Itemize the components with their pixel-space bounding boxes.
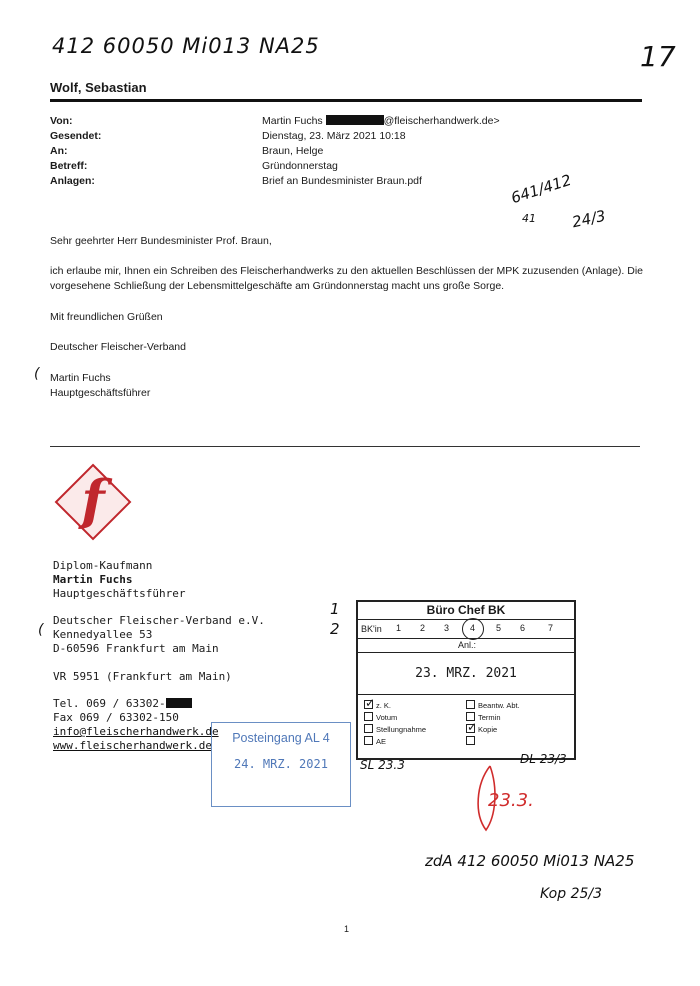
fleischer-logo [54,463,132,541]
posteingang-stamp [211,722,351,807]
handwritten-kop: Kop 25/3 [540,886,603,902]
signer-title: Hauptgeschäftsführer [50,387,151,399]
check-votum-label: Votum [376,713,398,722]
signature-street: Kennedyallee 53 [53,628,153,641]
check-stellungnahme [364,724,426,734]
stamp-rule-2 [358,694,574,695]
bk-num-5: 5 [496,623,502,633]
bk-row [358,619,574,639]
checkbox-empty [466,736,475,745]
bk-num-7: 7 [548,623,554,633]
meta-value-gesendet: Dienstag, 23. März 2021 10:18 [262,130,406,142]
checkbox-beantw [466,700,475,709]
body-text: ich erlaube mir, Ihnen ein Schreiben des Fleischerhandwerks zu den aktuellen Beschlüssen der MPK zuzusenden (Anlage). Die vorgesehene Schließung der Lebensmittelgeschäfte am Gründonnerstag macht uns große Sorge. [50,265,643,292]
signature-web-link[interactable]: www.fleischerhandwerk.de [53,739,212,752]
circle-mark [462,618,484,640]
from-name: Martin Fuchs [262,115,326,127]
tel-redaction [166,698,192,708]
handwritten-zda: zdA 412 60050 Mi013 NA25 [425,852,635,870]
handwritten-dl: DL 23/3 [520,752,567,766]
signature-name: Martin Fuchs [53,573,133,586]
check-zk-label: z. K. [376,701,392,710]
handwritten-note-2: 41 [522,212,536,225]
check-mark-kopie: ✓ [467,720,478,734]
check-ae-label: AE [376,737,387,746]
org-name: Deutscher Fleischer-Verband [50,341,186,353]
signature-tel [53,697,192,711]
salutation: Sehr geehrter Herr Bundesminister Prof. Braun, [50,235,272,247]
check-mark-zk: ✓ [365,696,376,710]
check-beantw-label: Beantw. Abt. [478,701,520,710]
buero-date: 23. MRZ. 2021 [415,666,517,681]
meta-label-anlagen: Anlagen: [50,175,95,187]
meta-value-betreff: Gründonnerstag [262,160,338,172]
bk-num-1: 1 [396,623,402,633]
section-divider [50,446,640,447]
closing: Mit freundlichen Grüßen [50,311,163,323]
bk-num-2: 2 [420,623,426,633]
check-votum [364,712,397,722]
posteingang-title: Posteingang AL 4 [232,731,330,745]
check-kopie-label: Kopie [478,725,498,734]
margin-mark-2: 2 [330,620,340,638]
logo-letter: f [81,468,105,532]
red-paraph-icon [472,764,502,834]
buero-chef-stamp [356,600,576,760]
meta-label-an: An: [50,145,68,157]
check-termin-label: Termin [478,713,501,722]
signature-degree: Diplom-Kaufmann [53,559,153,572]
margin-mark-1: 1 [330,600,340,618]
signature-fax: Fax 069 / 63302-150 [53,711,179,724]
signature-title: Hauptgeschäftsführer [53,587,186,600]
tel-text: Tel. 069 / 63302- [53,697,166,710]
anl-label: Anl.: [458,640,477,650]
posteingang-date: 24. MRZ. 2021 [234,757,328,771]
meta-label-von: Von: [50,115,73,127]
handwritten-note-3: 24/3 [570,206,608,232]
meta-value-anlagen: Brief an Bundesminister Braun.pdf [262,175,422,187]
page-footer-number: 1 [344,924,350,934]
handwritten-sl: SL 23.3 [360,758,405,772]
meta-value-an: Braun, Helge [262,145,324,157]
from-domain: @fleischerhandwerk.de> [383,115,500,127]
bk-row-label: BK'in [361,624,382,634]
signature-email-link[interactable]: info@fleischerhandwerk.de [53,725,219,738]
bk-num-3: 3 [444,623,450,633]
signer-name: Martin Fuchs [50,372,111,384]
margin-bracket: ( [34,366,40,382]
sender-header: Wolf, Sebastian [50,80,147,95]
check-stellungnahme-label: Stellungnahme [376,725,427,734]
handwritten-page-number: 17 [640,40,676,73]
header-rule [50,99,642,102]
bk-num-4: 4 [470,623,476,633]
meta-label-gesendet: Gesendet: [50,130,102,142]
checkbox-votum [364,712,373,721]
check-ae [364,736,386,746]
handwritten-reference: 412 60050 Mi013 NA25 [52,34,320,58]
buero-title: Büro Chef BK [426,603,506,617]
checkbox-ae [364,736,373,745]
check-empty [466,736,478,746]
checkbox-stellungnahme [364,724,373,733]
meta-label-betreff: Betreff: [50,160,88,172]
margin-bracket-2: ( [38,622,44,638]
check-beantw [466,700,520,710]
handwritten-note-1: 641/412 [508,170,574,208]
bk-num-6: 6 [520,623,526,633]
handwritten-red-date: 23.3. [488,790,534,811]
signature-city: D-60596 Frankfurt am Main [53,642,219,655]
meta-value-von [262,115,500,127]
stamp-rule-1 [358,652,574,653]
signature-org: Deutscher Fleischer-Verband e.V. [53,614,265,627]
signature-register: VR 5951 (Frankfurt am Main) [53,670,232,683]
redaction-bar [326,115,384,125]
